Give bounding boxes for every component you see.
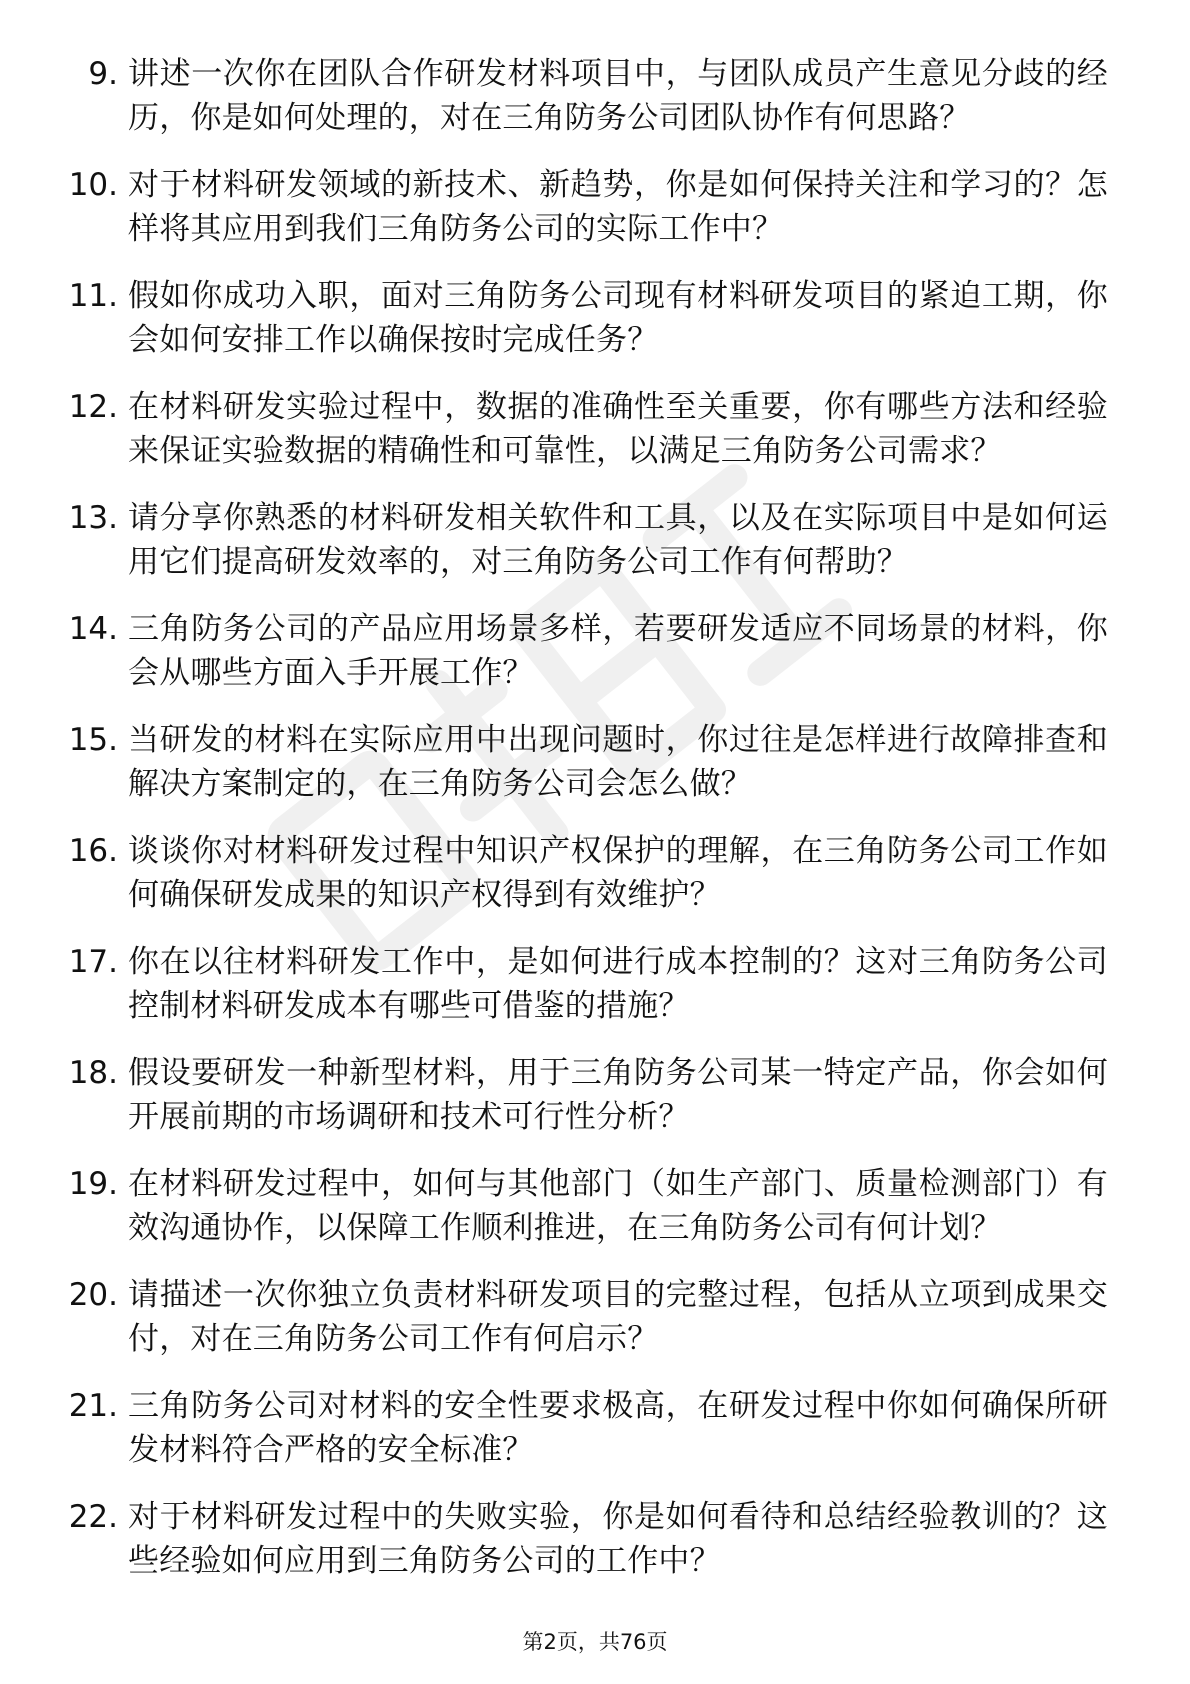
question-list bbox=[0, 52, 1190, 1606]
question-number: 10. bbox=[68, 167, 118, 203]
question-item bbox=[0, 52, 1190, 140]
question-text: 讲述一次你在团队合作研发材料项目中，与团队成员产生意见分歧的经历，你是如何处理的，对在三角防务公司团队协作有何思路？ bbox=[128, 56, 1108, 136]
question-item bbox=[0, 940, 1190, 1028]
question-number: 18. bbox=[68, 1055, 118, 1091]
question-item bbox=[0, 385, 1190, 473]
question-number: 15. bbox=[68, 722, 118, 758]
question-text: 请描述一次你独立负责材料研发项目的完整过程，包括从立项到成果交付，对在三角防务公司工作有何启示？ bbox=[128, 1277, 1108, 1357]
question-item bbox=[0, 1051, 1190, 1139]
question-number: 21. bbox=[68, 1388, 118, 1424]
question-number: 12. bbox=[68, 389, 118, 425]
question-text: 三角防务公司对材料的安全性要求极高，在研发过程中你如何确保所研发材料符合严格的安全标准？ bbox=[128, 1388, 1108, 1468]
question-text: 当研发的材料在实际应用中出现问题时，你过往是怎样进行故障排查和解决方案制定的，在三角防务公司会怎么做？ bbox=[128, 722, 1108, 802]
question-number: 20. bbox=[68, 1277, 118, 1313]
question-item bbox=[0, 1162, 1190, 1250]
question-item bbox=[0, 163, 1190, 251]
question-number: 19. bbox=[68, 1166, 118, 1202]
question-item bbox=[0, 718, 1190, 806]
question-item bbox=[0, 1495, 1190, 1583]
question-number: 13. bbox=[68, 500, 118, 536]
question-text: 三角防务公司的产品应用场景多样，若要研发适应不同场景的材料，你会从哪些方面入手开展工作？ bbox=[128, 611, 1108, 691]
question-text: 假设要研发一种新型材料，用于三角防务公司某一特定产品，你会如何开展前期的市场调研和技术可行性分析？ bbox=[128, 1055, 1108, 1135]
question-text: 你在以往材料研发工作中，是如何进行成本控制的？这对三角防务公司控制材料研发成本有哪些可借鉴的措施？ bbox=[128, 944, 1108, 1024]
question-number: 11. bbox=[68, 278, 118, 314]
page-footer: 第2页，共76页 bbox=[522, 1630, 668, 1654]
question-number: 22. bbox=[68, 1499, 118, 1535]
question-number: 9. bbox=[88, 56, 118, 92]
question-item bbox=[0, 274, 1190, 362]
question-item bbox=[0, 1273, 1190, 1361]
question-item bbox=[0, 1384, 1190, 1472]
question-text: 谈谈你对材料研发过程中知识产权保护的理解，在三角防务公司工作如何确保研发成果的知识产权得到有效维护？ bbox=[128, 833, 1108, 913]
question-text: 对于材料研发过程中的失败实验，你是如何看待和总结经验教训的？这些经验如何应用到三角防务公司的工作中？ bbox=[128, 1499, 1108, 1579]
question-number: 17. bbox=[68, 944, 118, 980]
question-text: 假如你成功入职，面对三角防务公司现有材料研发项目的紧迫工期，你会如何安排工作以确保按时完成任务？ bbox=[128, 278, 1108, 358]
question-text: 在材料研发过程中，如何与其他部门（如生产部门、质量检测部门）有效沟通协作，以保障工作顺利推进，在三角防务公司有何计划？ bbox=[128, 1166, 1108, 1246]
question-text: 请分享你熟悉的材料研发相关软件和工具，以及在实际项目中是如何运用它们提高研发效率的，对三角防务公司工作有何帮助？ bbox=[128, 500, 1108, 580]
question-item bbox=[0, 829, 1190, 917]
question-text: 对于材料研发领域的新技术、新趋势，你是如何保持关注和学习的？怎样将其应用到我们三角防务公司的实际工作中？ bbox=[128, 167, 1108, 247]
question-item bbox=[0, 607, 1190, 695]
question-item bbox=[0, 496, 1190, 584]
question-number: 14. bbox=[68, 611, 118, 647]
question-text: 在材料研发实验过程中，数据的准确性至关重要，你有哪些方法和经验来保证实验数据的精确性和可靠性，以满足三角防务公司需求？ bbox=[128, 389, 1108, 469]
question-number: 16. bbox=[68, 833, 118, 869]
